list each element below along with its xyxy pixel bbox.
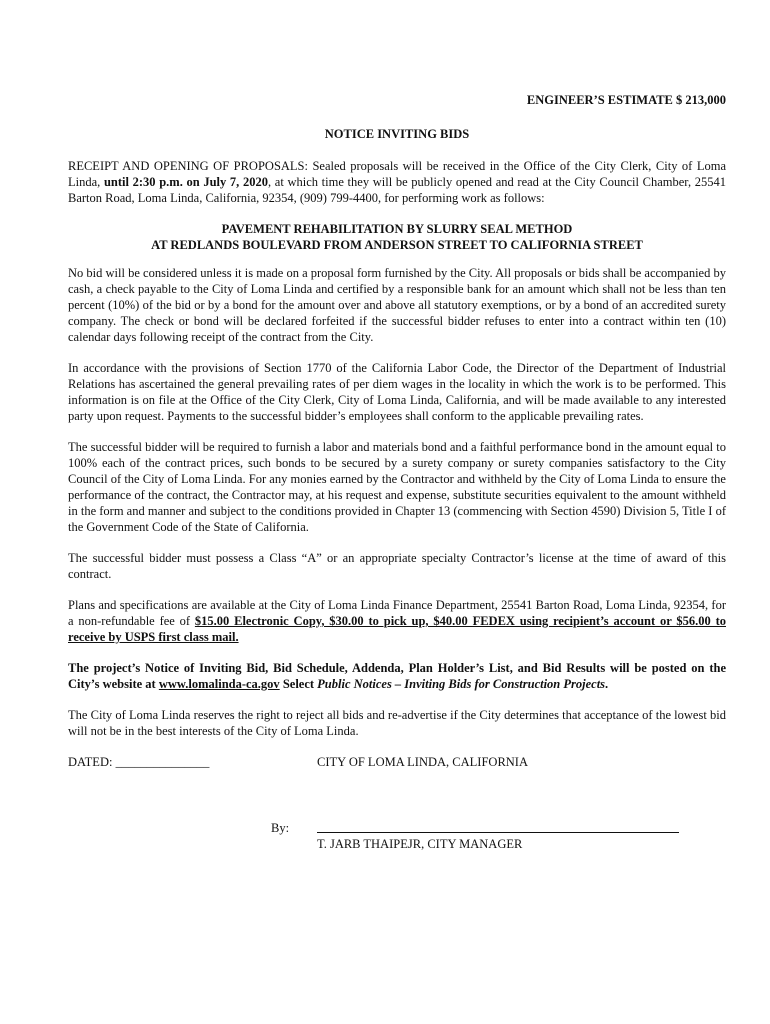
license-paragraph: The successful bidder must possess a Class “A” or an appropriate specialty Contractor’s license at the time of award of this contract. [68, 551, 726, 581]
receipt-text-1: RECEIPT AND OPENING OF PROPOSALS: Sealed proposals will be received in the Office of the City Clerk, City of Loma Linda, [68, 159, 726, 189]
notice-document [68, 92, 726, 860]
plans-text: Plans and specifications are available at the City of Loma Linda Finance Department, 25541 Barton Road, Loma Linda, 92354, for a non-refundable fee of [68, 598, 726, 628]
engineers-estimate: ENGINEER’S ESTIMATE $ 213,000 [526, 93, 726, 107]
receipt-paragraph [68, 158, 726, 206]
website-path: Public Notices – Inviting Bids for Construction Projects [317, 677, 606, 691]
signature-line [317, 832, 679, 833]
receipt-text-2: , at which time they will be publicly opened and read at the City Council Chamber, 25541 Barton Road, Loma Linda, California, 92354, (909) 799-4400, for performing work as follows: [68, 175, 726, 205]
city-signature-name: CITY OF LOMA LINDA, CALIFORNIA [317, 755, 528, 769]
website-text: The project’s Notice of Inviting Bid, Bid Schedule, Addenda, Plan Holder’s List, and Bid Results will be posted on the City’s website at [68, 661, 726, 691]
plans-fees: $15.00 Electronic Copy, $30.00 to pick up, $40.00 FEDEX using recipient’s account or $56.00 to receive by USPS first class mail. [68, 614, 726, 644]
bid-deadline: until 2:30 p.m. on July 7, 2020 [103, 175, 268, 189]
dated-field: DATED: _______________ [68, 755, 210, 769]
dated-row [68, 754, 726, 770]
bonds-paragraph: The successful bidder will be required to furnish a labor and materials bond and a faithful performance bond in the amount equal to 100% each of the contract prices, such bonds to be secured by a surety company or surety companies satisfactory to the City Council of the City of Loma Linda. For any monies earned by the Contractor and withheld by the City of Loma Linda to ensure the performance of the contract, the Contractor may, at his request and expense, substitute securities equivalent to the amount withheld in the form and manner and subject to the conditions provided in Chapter 13 (commencing with Section 4590) Division 5, Title I of the Government Code of the State of California. [68, 440, 726, 534]
website-paragraph [68, 660, 726, 692]
signer-name: T. JARB THAIPEJR, CITY MANAGER [317, 837, 523, 851]
project-title-line-1: PAVEMENT REHABILITATION BY SLURRY SEAL METHOD [221, 222, 573, 236]
project-title [68, 221, 726, 253]
labor-code-paragraph: In accordance with the provisions of Section 1770 of the California Labor Code, the Director of the Department of Industrial Relations has ascertained the general prevailing rates of per diem wages in the locality in which the work is to be performed. This information is on file at the Office of the City Clerk, City of Loma Linda, California, and will be made available to any interested party upon request. Payments to the successful bidder’s employees shall conform to the applicable prevailing rates. [68, 361, 726, 423]
project-title-line-2: AT REDLANDS BOULEVARD FROM ANDERSON STREET TO CALIFORNIA STREET [151, 238, 643, 252]
bid-form-paragraph: No bid will be considered unless it is made on a proposal form furnished by the City. All proposals or bids shall be accompanied by cash, a check payable to the City of Loma Linda and certified by a responsible bank for an amount which shall not be less than ten percent (10%) of the bid or by a bond for the amount over and above all statutory exemptions, or by a bond of an accredited surety company. The check or bond will be declared forfeited if the successful bidder refuses to enter into a contract within ten (10) calendar days following receipt of the contract from the City. [68, 266, 726, 344]
website-end: . [605, 677, 609, 691]
reserve-paragraph: The City of Loma Linda reserves the right to reject all bids and re-advertise if the City determines that acceptance of the lowest bid will not be in the best interests of the City of Loma Linda. [68, 708, 726, 738]
plans-paragraph [68, 597, 726, 645]
website-select-text: Select [279, 677, 318, 691]
city-website-link[interactable]: www.lomalinda-ca.gov [158, 677, 280, 691]
by-label: By: [271, 821, 290, 835]
document-title: NOTICE INVITING BIDS [324, 127, 470, 141]
signature-block [68, 820, 726, 860]
